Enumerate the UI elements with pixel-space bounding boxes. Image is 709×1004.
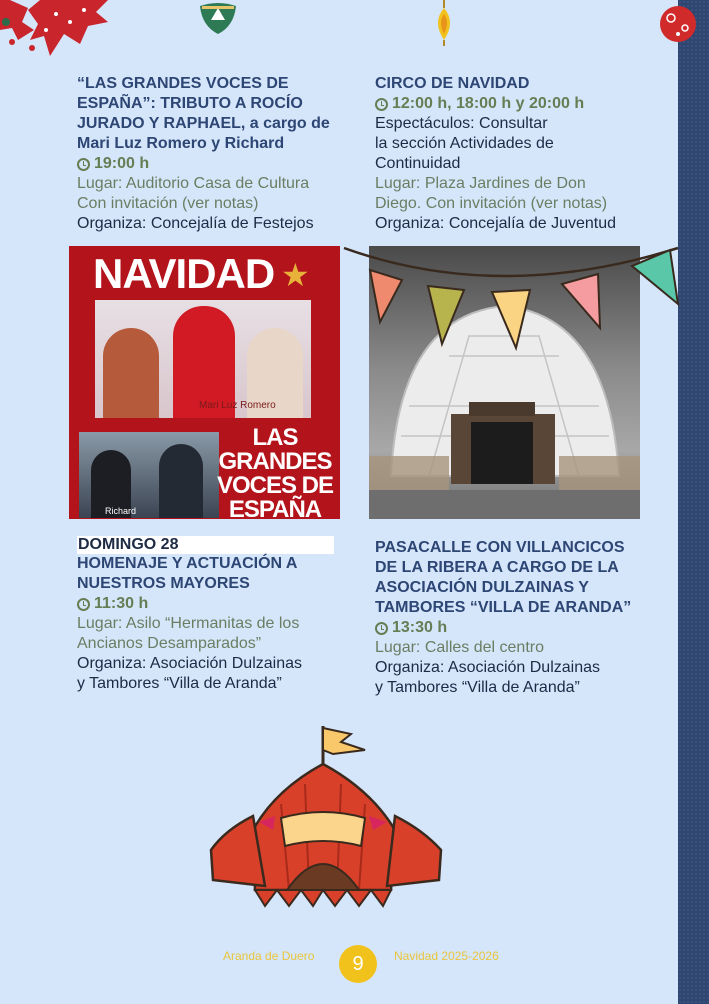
event-place: Lugar: Plaza Jardines de Don: [375, 175, 586, 192]
event-title: CIRCO DE NAVIDAD: [375, 75, 530, 92]
event-christmas-circus: [375, 74, 645, 234]
red-bauble-icon: [658, 4, 698, 44]
clock-icon: [375, 622, 388, 635]
poster-name-1: Mari Luz Romero: [199, 400, 276, 411]
clock-icon: [77, 598, 90, 611]
tree-bauble-icon: [198, 0, 238, 36]
event-description: Espectáculos: Consultar: [375, 115, 548, 132]
bunting-garland-icon: [340, 244, 680, 354]
clock-icon: [375, 98, 388, 111]
singers-photo: [95, 300, 311, 418]
footer-edition: Navidad 2025-2026: [394, 949, 499, 963]
event-organizer: Organiza: Concejalía de Festejos: [77, 215, 314, 232]
circus-tent-icon: [205, 720, 455, 915]
concert-poster-image: [69, 246, 340, 519]
event-time: 11:30 h: [77, 594, 339, 614]
day-heading: DOMINGO 28: [77, 536, 334, 554]
event-title: HOMENAJE Y ACTUACIÓN A NUESTROS MAYORES: [77, 555, 297, 592]
star-icon: ★: [281, 256, 310, 294]
singers-photo-2: [79, 432, 219, 518]
event-invitation-note: Con invitación (ver notas): [77, 195, 259, 212]
event-organizer: Organiza: Asociación Dulzainas: [375, 659, 601, 676]
event-time: 19:00 h: [77, 154, 339, 174]
event-time: 12:00 h, 18:00 h y 20:00 h: [375, 94, 645, 114]
poster-name-2: Richard: [105, 506, 137, 516]
event-time: 13:30 h: [375, 618, 645, 638]
event-organizer-2: y Tambores “Villa de Aranda”: [375, 679, 580, 696]
event-description-3: Continuidad: [375, 155, 461, 172]
event-carol-parade: [375, 538, 645, 698]
clock-icon: [77, 158, 90, 171]
footer-city: Aranda de Duero: [223, 949, 315, 963]
event-tribute-concert: [77, 74, 339, 234]
event-organizer-2: y Tambores “Villa de Aranda”: [77, 675, 282, 692]
page-number: 9: [339, 945, 377, 983]
event-place: Lugar: Calles del centro: [375, 639, 544, 656]
holly-ornament-icon: [0, 0, 115, 62]
event-place-2: Diego. Con invitación (ver notas): [375, 195, 608, 212]
decorative-side-strip: [678, 0, 709, 1004]
event-title: “LAS GRANDES VOCES DE ESPAÑA”: TRIBUTO A ROCÍO JURADO Y RAPHAEL, a cargo de Mari Luz Romero y Richard: [77, 75, 330, 152]
event-organizer: Organiza: Asociación Dulzainas: [77, 655, 303, 672]
event-elderly-homage: [77, 536, 339, 694]
event-place: Lugar: Asilo “Hermanitas de los Ancianos Desamparados”: [77, 615, 300, 652]
poster-text-block: LAS GRANDES VOCES DE ESPAÑA: [216, 424, 334, 519]
lantern-ornament-icon: [430, 0, 458, 48]
event-description-2: la sección Actividades de: [375, 135, 554, 152]
poster-header: NAVIDAD: [93, 250, 275, 297]
event-place: Lugar: Auditorio Casa de Cultura: [77, 175, 310, 192]
event-organizer: Organiza: Concejalía de Juventud: [375, 215, 617, 232]
event-title: PASACALLE CON VILLANCICOS DE LA RIBERA A CARGO DE LA ASOCIACIÓN DULZAINAS Y TAMBORES “VILLA DE ARANDA”: [375, 539, 632, 616]
